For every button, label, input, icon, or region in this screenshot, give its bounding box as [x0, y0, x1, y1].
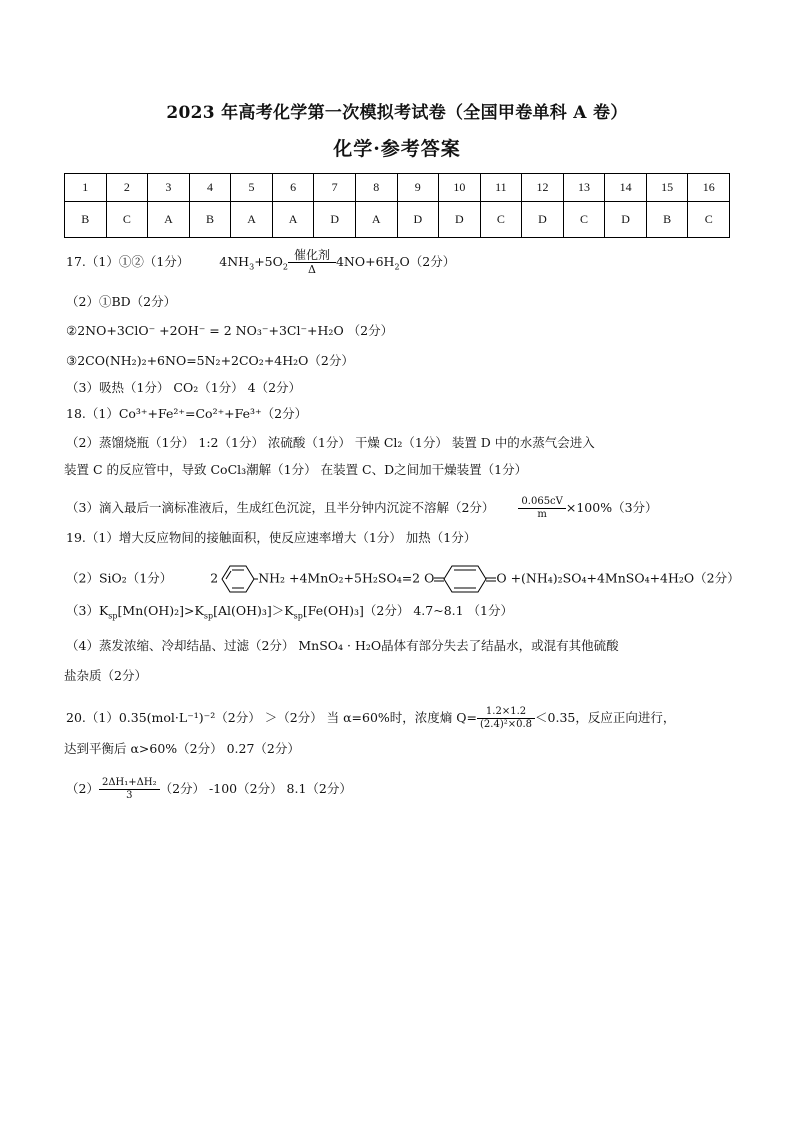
question-number-cell: 11	[480, 174, 522, 202]
question-number-cell: 12	[522, 174, 564, 202]
q17-part1-label: 17.（1）①②（1分）	[66, 254, 190, 269]
q19-part2-label: （2）SiO₂（1分）	[66, 570, 173, 586]
q20-part1-text: 20.（1）0.35(mol·L⁻¹)⁻²（2分） ＞（2分） 当 α=60%时，浓度熵 Q=	[66, 710, 478, 725]
q19-line-3	[66, 603, 513, 619]
answer-cell: B	[646, 202, 688, 238]
q17-eq-products: 4NO+6H	[335, 254, 395, 269]
q19-ksp-fe: [Fe(OH)₃]（2分） 4.7~8.1 （1分）	[302, 603, 513, 618]
benzene-ring-icon	[218, 564, 258, 594]
q17-line-2: （2）①BD（2分）	[66, 294, 177, 309]
q18-line-3: 装置 C 的反应管中，导致 CoCl₃潮解（1分） 在装置 C、D之间加干燥装置（1分）	[64, 462, 528, 477]
q17-line-4: ③2CO(NH₂)₂+6NO=5N₂+2CO₂+4H₂O（2分）	[66, 353, 354, 368]
question-number-cell: 8	[355, 174, 397, 202]
q19-ksp-mn: [Mn(OH)₂]>K	[117, 603, 204, 618]
question-number-cell: 1	[65, 174, 107, 202]
question-number-cell: 7	[314, 174, 356, 202]
answer-cell: D	[605, 202, 647, 238]
q17-eq-o2: +5O	[254, 254, 283, 269]
question-number-cell: 13	[563, 174, 605, 202]
answer-cell: D	[314, 202, 356, 238]
q17-eq-score: O（2分）	[399, 254, 456, 269]
answer-cell: B	[65, 202, 107, 238]
quinone-ring-icon	[434, 564, 496, 594]
q19-line-5: 盐杂质（2分）	[64, 668, 147, 683]
answer-cell: D	[439, 202, 481, 238]
answer-cell: D	[397, 202, 439, 238]
q19-ksp-al: [Al(OH)₃]＞K	[213, 603, 294, 618]
q17-line-1: 17.（1）①②（1分） $4NH_3+5O_2$ 催化剂 Δ $4NO+6H_2O(2$分）	[66, 248, 456, 276]
answer-cell: C	[480, 202, 522, 238]
q20-line-1	[66, 706, 675, 731]
question-number-cell: 9	[397, 174, 439, 202]
answer-cell: B	[189, 202, 231, 238]
q18-part3-text: （3）滴入最后一滴标准液后，生成红色沉淀，且半分钟内沉淀不溶解（2分）	[66, 500, 495, 515]
q18-fraction-denominator: m	[537, 509, 547, 520]
ksp-subscript-2: sp	[203, 611, 214, 621]
question-number-cell: 2	[106, 174, 148, 202]
question-number-cell: 10	[439, 174, 481, 202]
q19-coef: 2	[210, 570, 219, 586]
page-title: 2023 年高考化学第一次模拟考试卷（全国甲卷单科 A 卷）	[166, 103, 628, 123]
q20-part1-tail: ＜0.35，反应正向进行，	[535, 710, 676, 725]
catalyst-label: 催化剂	[288, 248, 336, 263]
question-number-cell: 6	[272, 174, 314, 202]
q20-line-3	[66, 777, 352, 802]
q20-part2-tail: （2分） -100（2分） 8.1（2分）	[159, 781, 352, 796]
question-number-cell: 16	[688, 174, 730, 202]
answer-table	[64, 173, 730, 238]
q18-line-1: 18.（1）Co³⁺+Fe²⁺=Co²⁺+Fe³⁺（2分）	[66, 406, 308, 421]
q19-part3-label: （3）K	[66, 603, 109, 618]
heat-symbol: Δ	[308, 263, 316, 276]
question-number-cell: 3	[148, 174, 190, 202]
answer-cell: A	[148, 202, 190, 238]
answer-cell: A	[231, 202, 273, 238]
question-number-cell: 4	[189, 174, 231, 202]
q19-eq-middle: NH₂ +4MnO₂+5H₂SO₄=2 O	[258, 570, 435, 586]
q20-fraction	[477, 706, 535, 731]
q17-line-5: （3）吸热（1分） CO₂（1分） 4（2分）	[66, 380, 302, 395]
q20-dh-fraction	[99, 777, 160, 802]
ksp-subscript-3: sp	[293, 611, 303, 621]
question-number-cell: 5	[231, 174, 273, 202]
page-subtitle: 化学·参考答案	[333, 138, 461, 160]
q20-dh-denominator: 3	[126, 790, 133, 801]
q20-line-2: 达到平衡后 α>60%（2分） 0.27（2分）	[64, 741, 300, 756]
q18-part3-tail: ×100%（3分）	[565, 500, 658, 515]
answer-table-number-row	[65, 174, 730, 202]
answer-cell: A	[355, 202, 397, 238]
q19-line-2	[66, 564, 740, 594]
question-number-cell: 14	[605, 174, 647, 202]
q20-part2-label: （2）	[66, 781, 99, 796]
question-number-cell: 15	[646, 174, 688, 202]
q18-line-2: （2）蒸馏烧瓶（1分） 1:2（1分） 浓硫酸（1分） 干燥 Cl₂（1分） 装置 D 中的水蒸气会进入	[66, 435, 595, 450]
answer-table-answer-row	[65, 202, 730, 238]
catalyst-arrow	[288, 248, 336, 277]
q20-dh-numerator: 2ΔH₁+ΔH₂	[99, 777, 160, 790]
q18-fraction-numerator: 0.065cV	[518, 496, 565, 509]
answer-cell: C	[688, 202, 730, 238]
q18-fraction	[518, 496, 565, 521]
q20-fraction-numerator: 1.2×1.2	[477, 706, 535, 719]
answer-cell: A	[272, 202, 314, 238]
answer-cell: C	[106, 202, 148, 238]
q18-line-4	[66, 496, 658, 521]
q19-line-1: 19.（1）增大反应物间的接触面积，使反应速率增大（1分） 加热（1分）	[66, 530, 477, 545]
q20-fraction-denominator: (2.4)²×0.8	[480, 719, 533, 730]
ksp-subscript-1: sp	[108, 611, 118, 621]
q19-eq-tail: O +(NH₄)₂SO₄+4MnSO₄+4H₂O（2分）	[496, 570, 740, 586]
answer-cell: C	[563, 202, 605, 238]
q19-line-4: （4）蒸发浓缩、冷却结晶、过滤（2分） MnSO₄ · H₂O晶体有部分失去了结晶水，或混有其他硫酸	[66, 638, 619, 653]
q17-line-3: ②2NO+3ClO⁻ +2OH⁻ = 2 NO₃⁻+3Cl⁻+H₂O （2分）	[66, 323, 394, 338]
answer-cell: D	[522, 202, 564, 238]
q17-eq-nh3: 4NH	[219, 254, 250, 269]
